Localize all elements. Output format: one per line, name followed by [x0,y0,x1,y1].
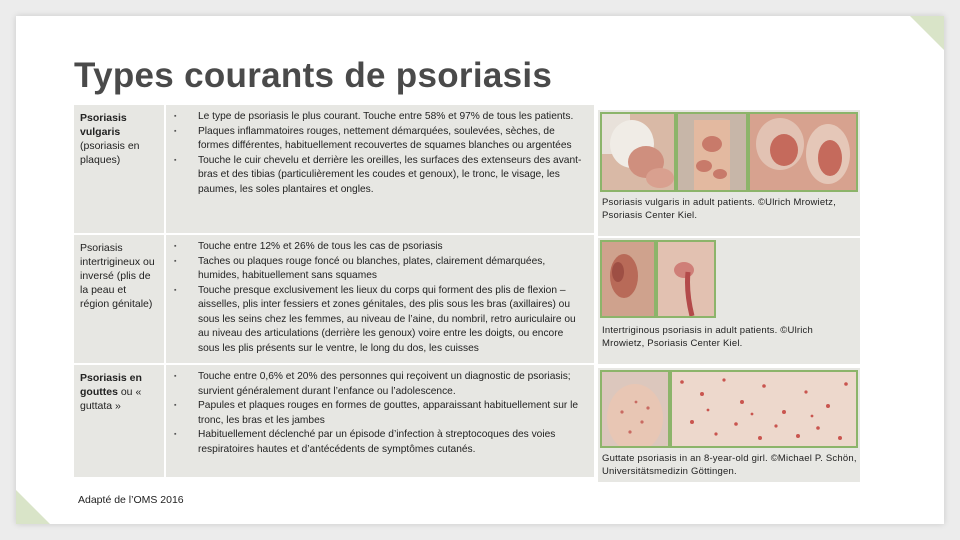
psoriasis-types-table [74,105,594,477]
type-name-cell [80,241,156,311]
description-cell [174,240,586,356]
type-name-cell [80,371,156,413]
bullet-item: ▪ Habituellement déclenché par un épisode d’infection à streptocoques des voies respiratoires hautes et d’antécédents de symptômes cutanés. [174,428,586,457]
description-cell [174,370,586,457]
table-row [74,105,594,235]
guttate-psoriasis-photo-1 [600,370,670,448]
corner-decoration-bottom-left [16,490,50,524]
table-row [74,235,594,365]
corner-decoration-top-right [910,16,944,50]
type-name-cell [80,111,156,167]
photo-caption: Intertriginous psoriasis in adult patients. ©Ulrich Mrowietz, Psoriasis Center Kiel. [602,325,813,349]
column-divider [164,235,166,363]
photo-caption: Psoriasis vulgaris in adult patients. ©Ulrich Mrowietz, Psoriasis Center Kiel. [602,197,836,221]
bullet-item: ▪ Plaques inflammatoires rouges, nettement démarquées, soulevées, sèches, de formes différentes, habituellement recouvertes de squames blanches ou argentées [174,125,586,154]
table-row [74,365,594,477]
type-name-detail: (psoriasis en plaques) [80,140,140,166]
psoriasis-vulgaris-photo-2 [676,112,748,192]
description-cell [174,110,586,197]
type-name: Psoriasis vulgaris [80,112,127,138]
bullet-item: ▪ Touche entre 0,6% et 20% des personnes qui reçoivent un diagnostic de psoriasis; survient généralement durant l’enfance ou l’adolescence. [174,370,586,399]
psoriasis-vulgaris-photo-3 [748,112,858,192]
bullet-item: ▪ Papules et plaques rouges en formes de gouttes, apparaissant habituellement sur le tronc, les bras et les jambes [174,399,586,428]
type-name: Psoriasis en gouttes [80,372,142,398]
source-note: Adapté de l’OMS 2016 [78,494,184,506]
guttate-psoriasis-photo-2 [670,370,858,448]
type-name-detail: ou inversé (plis de la peau et région génitale) [80,256,155,310]
bullet-item: ▪ Taches ou plaques rouge foncé ou blanches, plates, clairement démarquées, humides, habituellement sans squames [174,255,586,284]
type-name: Psoriasis intertrigineux [80,242,141,268]
slide-title: Types courants de psoriasis [74,56,553,95]
bullet-item: ▪ Touche presque exclusivement les lieux du corps qui forment des plis de flexion – aisselles, plis inter fessiers et zones génitales, des plis sous les bras (axillaires) ou sous les seins chez les femmes, au niveau de l’aine, du nombril, retro auriculaire ou au niveau des articulations (derrière les genoux) voire entre les doigts, ou encore sous les plis présents sur le ventre, le long du dos, les cuisses [174,284,586,357]
intertriginous-psoriasis-photo-1 [600,240,656,318]
psoriasis-vulgaris-photo-1 [600,112,676,192]
column-divider [164,105,166,233]
type-name-detail: ou « guttata » [80,386,142,412]
column-divider [164,365,166,477]
bullet-item: ▪ Touche entre 12% et 26% de tous les cas de psoriasis [174,240,586,255]
intertriginous-psoriasis-photo-2 [656,240,716,318]
photo-caption: Guttate psoriasis in an 8-year-old girl. ©Michael P. Schön, Universitätsmedizin Göttingen. [602,453,857,477]
bullet-item: ▪ Le type de psoriasis le plus courant. Touche entre 58% et 97% de tous les patients. [174,110,586,125]
bullet-item: ▪ Touche le cuir chevelu et derrière les oreilles, les surfaces des extenseurs des avant-bras et des tibias (particulièrement les coudes et genoux), le tronc, le visage, les paumes, les soles plantaires et ongles. [174,154,586,198]
